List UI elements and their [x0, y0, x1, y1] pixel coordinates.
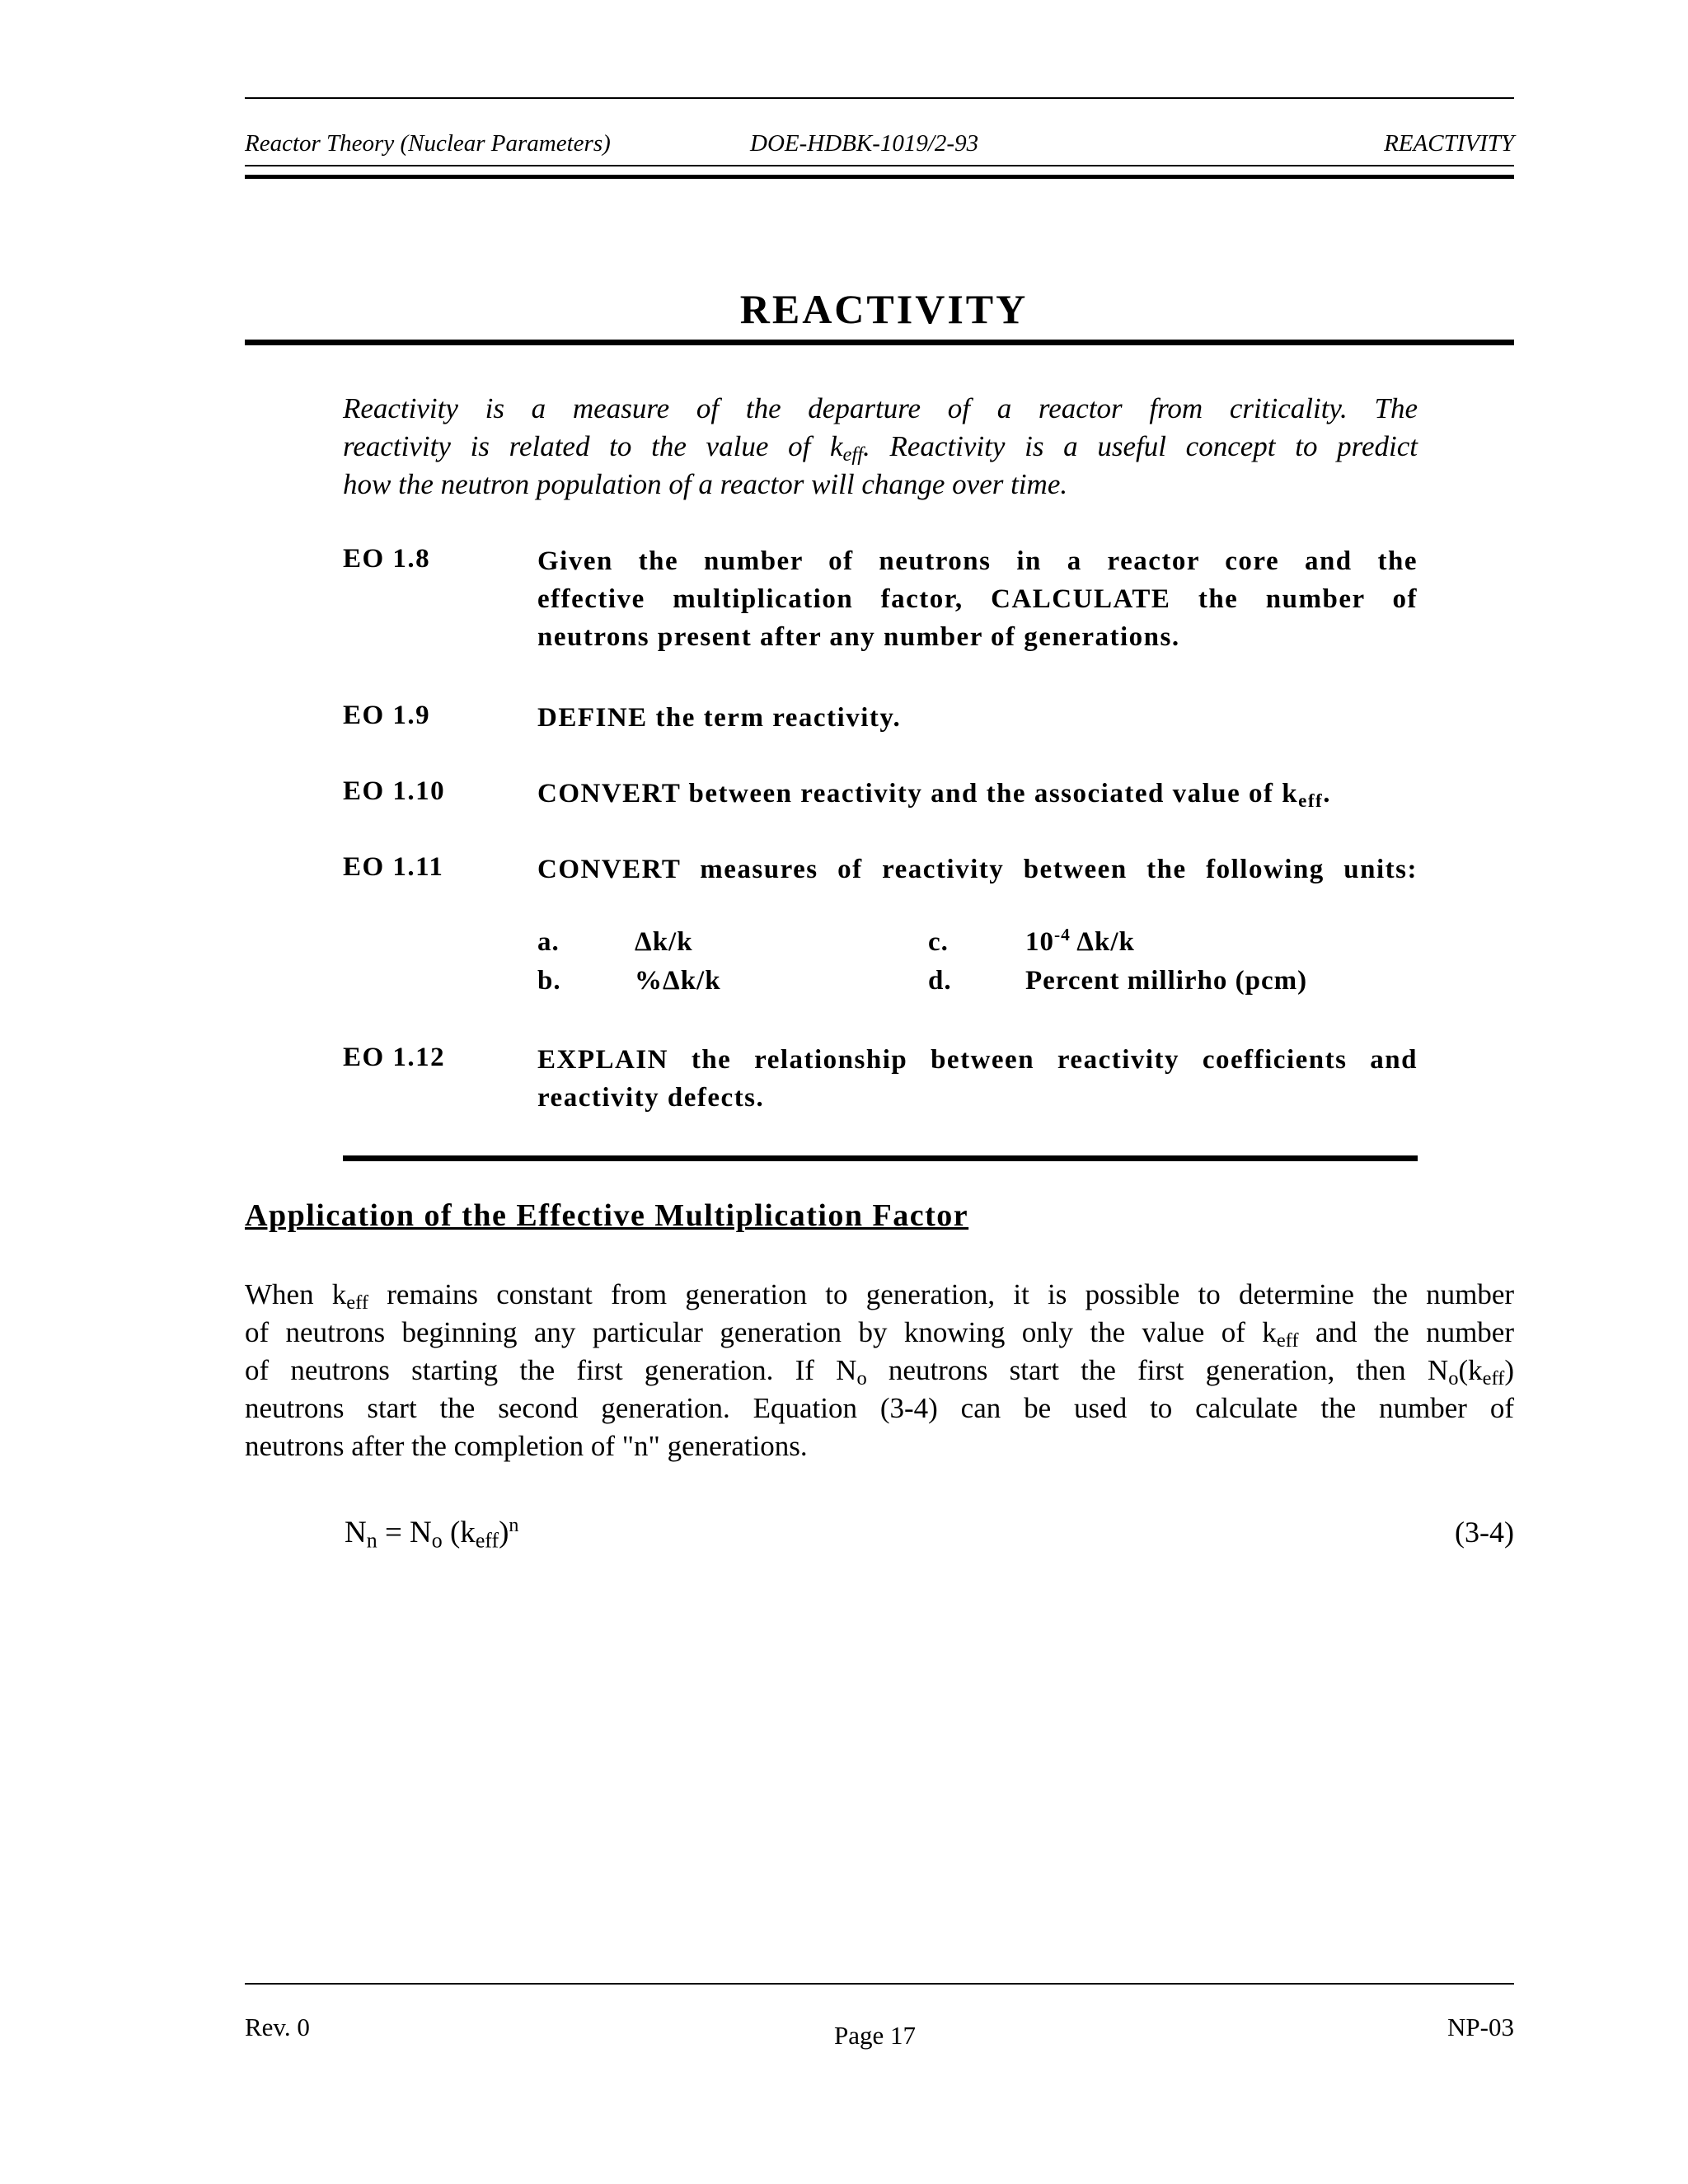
body-line: When $k_{eff}$ remains constant from generation to generation, it is possible to determine the number: [245, 1278, 1515, 1315]
intro-paragraph: [343, 390, 1418, 504]
header-left: Reactor Theory (Nuclear Parameters): [245, 130, 611, 157]
section-heading: Application of the Effective Multiplication Factor: [245, 1198, 969, 1233]
unit-text: $10^{-4}$ Δk/k: [1025, 925, 1135, 957]
unit-letter: a.: [537, 927, 560, 957]
objective-line: DEFINE the term reactivity.: [537, 703, 902, 733]
unit-letter: c.: [928, 927, 949, 957]
header-bottom-rule-thick: [245, 175, 1514, 179]
header-center: DOE-HDBK-1019/2-93: [750, 130, 979, 157]
objective-id: EO 1.9: [343, 701, 431, 730]
objective-line: EXPLAIN the relationship between reactivity coefficients and: [537, 1045, 1418, 1075]
page-number: Page 17: [834, 2021, 917, 2050]
objective-line: Given the number of neutrons in a reactor core and the: [537, 546, 1418, 576]
intro-line-2: reactivity is related to the value of $k_{eff}$. Reactivity is a useful concept to predict: [343, 430, 1418, 466]
equation-number: (3-4): [1455, 1516, 1514, 1549]
intro-line-3: how the neutron population of a reactor will change over time.: [343, 468, 1068, 500]
page-title: REACTIVITY: [739, 286, 1029, 332]
objective-text: [537, 775, 1418, 813]
unit-letter: d.: [928, 966, 952, 996]
header-top-rule: [245, 97, 1514, 99]
footer-revision: Rev. 0: [245, 2013, 310, 2041]
unit-text: Δk/k: [635, 927, 693, 957]
objective-line: reactivity defects.: [537, 1083, 765, 1113]
objective-id: EO 1.8: [343, 544, 431, 574]
body-line: neutrons start the second generation. Equation (3-4) can be used to calculate the number of: [245, 1392, 1514, 1424]
objective-id: EO 1.11: [343, 852, 444, 882]
intro-line-1: Reactivity is a measure of the departure of a reactor from criticality. The: [343, 392, 1418, 424]
objective-text: [537, 1041, 1418, 1117]
title-rule: [245, 340, 1514, 345]
objective-text: [537, 851, 1418, 888]
unit-text: %Δk/k: [635, 966, 721, 996]
footer-module: NP-03: [1447, 2013, 1514, 2041]
objective-id: EO 1.12: [343, 1043, 446, 1072]
objective-line: neutrons present after any number of generations.: [537, 622, 1180, 652]
header-bottom-rule-thin: [245, 165, 1514, 166]
objective-line: CONVERT measures of reactivity between the following units:: [537, 855, 1418, 884]
objectives-end-rule: [343, 1155, 1418, 1161]
header-right: REACTIVITY: [1384, 130, 1514, 157]
body-paragraph: [245, 1276, 1514, 1465]
body-line: neutrons after the completion of "n" generations.: [245, 1430, 808, 1462]
objective-text: [537, 542, 1418, 656]
body-line: of neutrons beginning any particular generation by knowing only the value of $k_{eff}$ and the number: [245, 1316, 1514, 1352]
unit-text: Percent millirho (pcm): [1025, 966, 1308, 996]
objective-id: EO 1.10: [343, 776, 446, 806]
objective-line: effective multiplication factor, CALCULATE the number of: [537, 584, 1418, 614]
equation: $N_n = N_o$ $(k_{eff})^n$: [345, 1514, 519, 1553]
objective-text: [537, 699, 1418, 737]
footer-rule: [245, 1983, 1514, 1985]
objective-line: CONVERT between reactivity and the associated value of $k_{eff}$.: [537, 779, 1331, 811]
unit-letter: b.: [537, 966, 561, 996]
body-line: of neutrons starting the first generation. If $N_o$ neutrons start the first generation, then $N_o(k_{eff})$: [245, 1354, 1514, 1390]
